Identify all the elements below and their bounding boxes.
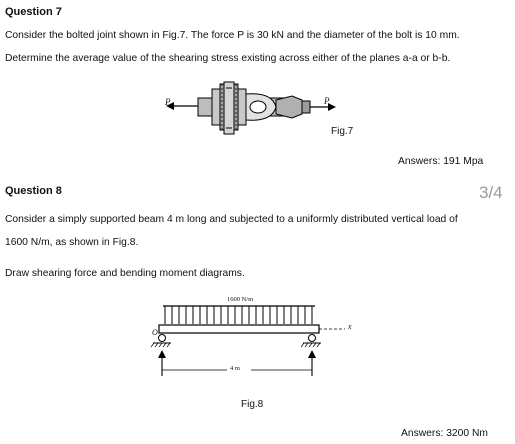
question-8-text-line-1: Consider a simply supported beam 4 m long and subjected to a uniformly distributed vertical load of bbox=[5, 214, 458, 225]
question-7-text-line-2: Determine the average value of the shearing stress existing across either of the planes a-a or b-b. bbox=[5, 53, 451, 64]
fig-8-span-label: 4 m bbox=[230, 365, 240, 372]
question-8-text-line-2: 1600 N/m, as shown in Fig.8. bbox=[5, 237, 139, 248]
page-indicator: 3/4 bbox=[479, 183, 503, 202]
question-8-text-line-3: Draw shearing force and bending moment diagrams. bbox=[5, 268, 245, 279]
fig-7-bolted-joint-figure bbox=[160, 80, 350, 140]
question-8-heading: Question 8 bbox=[5, 185, 62, 197]
question-8-answer: Answers: 3200 Nm bbox=[401, 428, 488, 439]
question-7-text-line-1: Consider the bolted joint shown in Fig.7. The force P is 30 kN and the diameter of the bolt is 10 mm. bbox=[5, 30, 460, 41]
fig-8-load-label: 1600 N/m bbox=[227, 296, 254, 303]
fig-7-force-label-left: P bbox=[165, 97, 171, 107]
question-7-heading: Question 7 bbox=[5, 6, 62, 18]
fig-8-beam-diagram bbox=[145, 292, 365, 384]
fig-8-origin-label: O bbox=[152, 328, 158, 337]
fig-8-caption: Fig.8 bbox=[241, 399, 264, 410]
fig-7-force-label-right: P bbox=[324, 96, 330, 106]
question-7-answer: Answers: 191 Mpa bbox=[398, 156, 484, 167]
fig-8-x-axis-label: x bbox=[348, 322, 352, 331]
fig-7-caption: Fig.7 bbox=[331, 126, 354, 137]
